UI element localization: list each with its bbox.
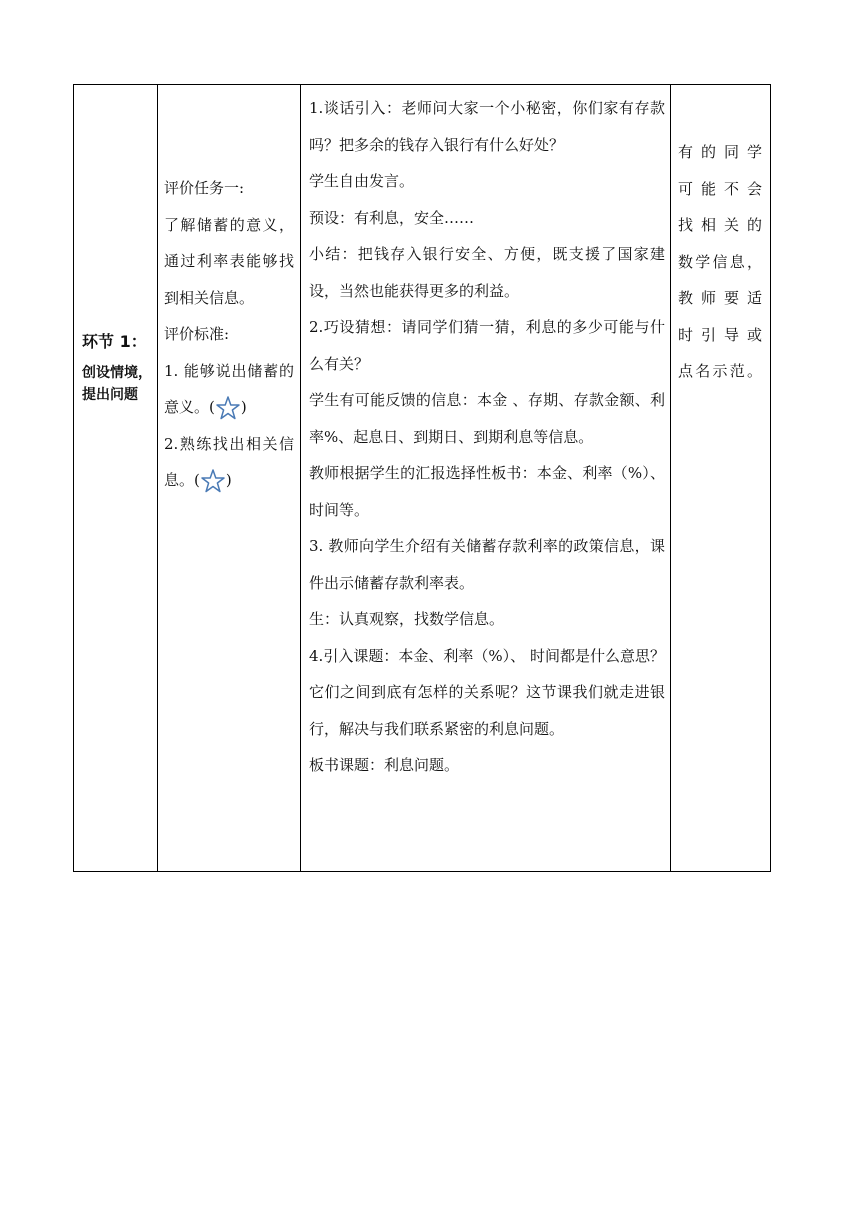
note-line: 可能不会 (678, 179, 762, 198)
process-paragraph: 生：认真观察，找数学信息。 (309, 610, 505, 628)
note-line: 找相关的 (678, 216, 762, 234)
criterion-item (164, 426, 294, 499)
stage-title: 环节 1： (82, 332, 147, 351)
star-icon (200, 468, 226, 494)
process-paragraph: 2.巧设猜想：请同学们猜一猜，利息的多少可能与什么有关？ (309, 318, 665, 373)
stage-block (82, 330, 158, 406)
teacher-note-block (678, 134, 762, 390)
teaching-process-block (309, 90, 665, 784)
note-line: 教师要适 (678, 289, 762, 307)
stage-subtitle: 创设情境，提出问题 (82, 365, 152, 403)
process-paragraph: 学生有可能反馈的信息：本金 、存期、存款金额、利率%、起息日、到期日、到期利息等信息。 (309, 391, 665, 446)
process-paragraph: 3. 教师向学生介绍有关储蓄存款利率的政策信息，课件出示储蓄存款利率表。 (309, 537, 665, 592)
note-line: 时引导或 (678, 325, 762, 344)
note-line: 点名示范。 (678, 362, 762, 380)
criterion-close: ) (240, 398, 247, 416)
process-paragraph: 学生自由发言。 (309, 172, 415, 190)
criterion-text: 1. 能够说出储蓄的意义。( (164, 361, 294, 416)
star-icon (215, 395, 241, 421)
criterion-text: 2.熟练找出相关信息。( (164, 434, 294, 489)
process-paragraph: 4.引入课题：本金、利率（%）、 时间都是什么意思？它们之间到底有怎样的关系呢？这节课我们就走进银行，解决与我们联系紧密的利息问题。 (309, 646, 665, 738)
evaluation-task-label: 评价任务一: (164, 179, 245, 197)
criterion-item (164, 353, 294, 426)
evaluation-block (164, 170, 294, 499)
evaluation-criteria-label: 评价标准: (164, 325, 230, 343)
note-line: 数学信息， (678, 252, 762, 271)
process-paragraph: 1.谈话引入：老师问大家一个小秘密，你们家有存款吗？把多余的钱存入银行有什么好处？ (309, 99, 665, 154)
stage-cell (74, 85, 158, 872)
process-paragraph: 小结：把钱存入银行安全、方便，既支援了国家建设，当然也能获得更多的利益。 (309, 245, 665, 300)
process-paragraph: 教师根据学生的汇报选择性板书：本金、利率（%）、 时间等。 (309, 464, 665, 519)
criterion-close: ) (225, 471, 232, 489)
note-line: 有的同学 (678, 143, 762, 161)
process-paragraph: 预设：有利息，安全…… (309, 208, 475, 227)
process-paragraph: 板书课题：利息问题。 (309, 756, 460, 774)
evaluation-task-desc: 了解储蓄的意义，通过利率表能够找到相关信息。 (164, 215, 294, 307)
